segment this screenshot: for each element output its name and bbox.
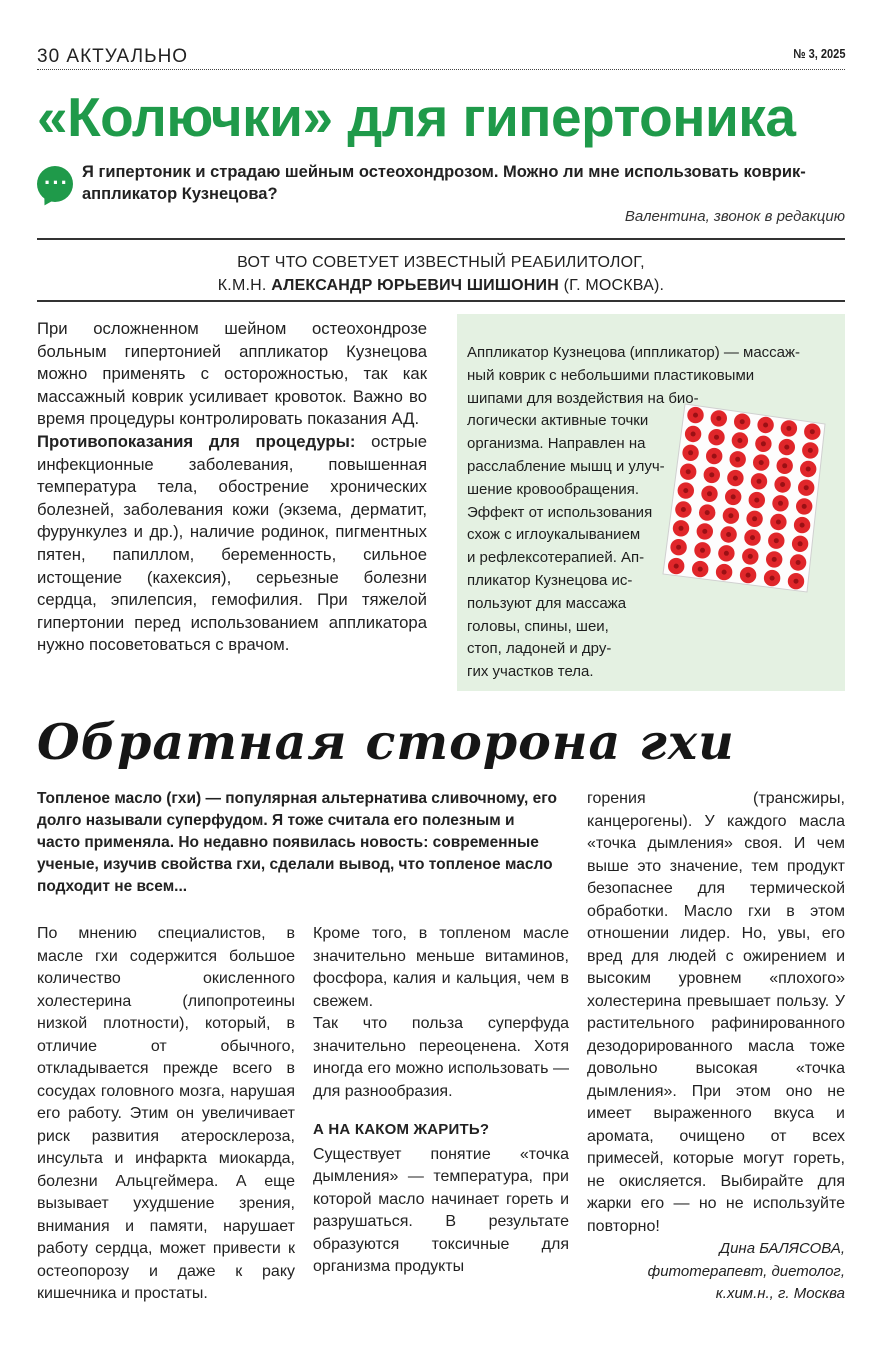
info-line: шипами для воздействия на био- <box>467 389 699 407</box>
body-paragraph: Так что польза суперфуда значительно переоценена. Хотя иногда его можно использовать — для разнообразия. <box>313 1015 569 1100</box>
mat-spike-center <box>810 429 815 434</box>
info-line: и рефлексотерапией. Ап- <box>467 549 645 567</box>
advisor-city: (Г. МОСКВА). <box>563 277 665 294</box>
divider <box>37 300 845 302</box>
advisor-prefix: К.М.Н. <box>217 277 267 294</box>
author-degree: к.хим.н., г. Москва <box>715 1285 845 1302</box>
article2-column-1: По мнению специалистов, в масле гхи содержится большое количество окисленного холестерина (липопротеины низкой плотности), который, в отличие от обычного, откладывается прежде всего в сосудах головного мозга, нарушая его работу. Этим он увеличивает риск развития атеросклероза, инсульта и инфаркта миокарда, болезни Альцгеймера. А еще вызывает ухудшение зрения, внимания и памяти, нарушает работу сердца, может привести к остеопорозу и даже к раку кишечника и простаты. <box>37 925 295 1302</box>
info-line: расслабление мышц и улуч- <box>467 457 665 475</box>
body-paragraph: горения (трансжиры, канцерогены). У каждого масла «точка дымления» своя. И чем выше это значение, тем продукт безопаснее для термической обработки. Масло гхи в этом отношении лидер. Но, увы, его вред для людей с ожирением и высоким уровнем «плохого» холестерина превышает пользу. У растительного рафинированного дезодорированного масла тоже довольно высокая «точка дымления». При этом оно не имеет выраженного вкуса и аромата, очищено от всех примесей, которые могут гореть, не окисляется. Выбирайте для жарки его — но не используйте повторно! <box>587 790 845 1235</box>
subheading: А НА КАКОМ ЖАРИТЬ? <box>313 1121 490 1138</box>
info-line: головы, спины, шеи, <box>467 617 609 635</box>
info-line: шение кровообращения. <box>467 480 640 498</box>
info-line: ный коврик с небольшими пластиковыми <box>467 366 755 384</box>
info-line: гих участков тела. <box>467 663 594 681</box>
info-line: организма. Направлен на <box>467 435 646 453</box>
info-line: логически активные точки <box>467 412 649 430</box>
article2-column-3 <box>587 788 845 1306</box>
article2-lead: Топленое масло (гхи) — популярная альтернатива сливочному, его долго называли суперфудом. Я тоже считала его полезным и часто применяла. Но недавно появилась новость: современные ученые, изучив свойства гхи, сделали вывод, что топленое масло подходит не всем... <box>37 790 557 895</box>
advisor-intro <box>37 251 845 297</box>
issue-number: № 3, 2025 <box>792 46 845 61</box>
mat-spike-center <box>804 485 809 490</box>
contraindications-text: острые инфекционные заболевания, повышенная температура тела, обострение хронических болезней, заболевания кожи (экзема, дерматит, фурункулез и др.), наличие родинок, пигментных пятен, папиллом, беременность, сильное истощение (кахексия), серьезные болезни сердца, эпилепсия, гемофилия. При тяжелой гипертонии перед использованием аппликатора нужно посоветоваться с врачом. <box>37 431 427 655</box>
author-signature <box>587 1238 845 1306</box>
mat-spike-center <box>802 504 807 509</box>
article2-title: Обратная сторона гхи <box>37 713 735 771</box>
info-box-text <box>467 342 800 684</box>
question-author: Валентина, звонок в редакцию <box>624 208 845 225</box>
contraindications-label: Противопоказания для процедуры: <box>37 431 356 451</box>
contraindications-paragraph <box>37 431 427 657</box>
mat-spike-center <box>808 448 813 453</box>
body-paragraph: Существует понятие «точка дымления» — температура, при которой масло начинает гореть и разрушаться. В результате образуются токсичные для организма продукты <box>313 1145 569 1275</box>
mat-spike-center <box>800 523 805 528</box>
article1-body <box>37 318 427 657</box>
info-line: Аппликатор Кузнецова (иппликатор) — массаж- <box>467 344 801 361</box>
body-paragraph: При осложненном шейном остеохондрозе больным гипертонией аппликатор Кузнецова можно применять с осторожностью, так как массажный коврик усиливает кровоток. Важно во время процедуры контролировать показания АД. <box>37 319 427 429</box>
article2-column-2 <box>313 923 569 1279</box>
mat-spike-center <box>806 467 811 472</box>
author-name: Дина БАЛЯСОВА, <box>719 1240 845 1257</box>
info-box <box>457 314 845 691</box>
reader-question: Я гипертоник и страдаю шейным остеохондрозом. Можно ли мне использовать коврик-аппликатор Кузнецова? <box>82 163 806 203</box>
info-line: пликатор Кузнецова ис- <box>467 571 633 589</box>
advisor-line1: ВОТ ЧТО СОВЕТУЕТ ИЗВЕСТНЫЙ РЕАБИЛИТОЛОГ, <box>237 254 645 271</box>
info-line: Эффект от использования <box>467 503 653 521</box>
section-label: 30 АКТУАЛЬНО <box>37 46 189 67</box>
article1-title: «Колючки» для гипертоника <box>37 86 796 148</box>
advisor-line2 <box>37 274 845 297</box>
author-role: фитотерапевт, диетолог, <box>647 1262 845 1280</box>
body-paragraph: Кроме того, в топленом масле значительно меньше витаминов, фосфора, калия и кальция, чем в свежем. <box>313 925 569 1010</box>
info-line: схож с иглоукалыванием <box>467 526 641 544</box>
info-line: стоп, ладоней и дру- <box>467 640 612 658</box>
info-line: пользуют для массажа <box>467 594 627 612</box>
question-bubble-icon: ··· <box>37 166 73 202</box>
advisor-name: АЛЕКСАНДР ЮРЬЕВИЧ ШИШОНИН <box>271 277 559 294</box>
page-header <box>37 44 845 70</box>
divider <box>37 238 845 240</box>
